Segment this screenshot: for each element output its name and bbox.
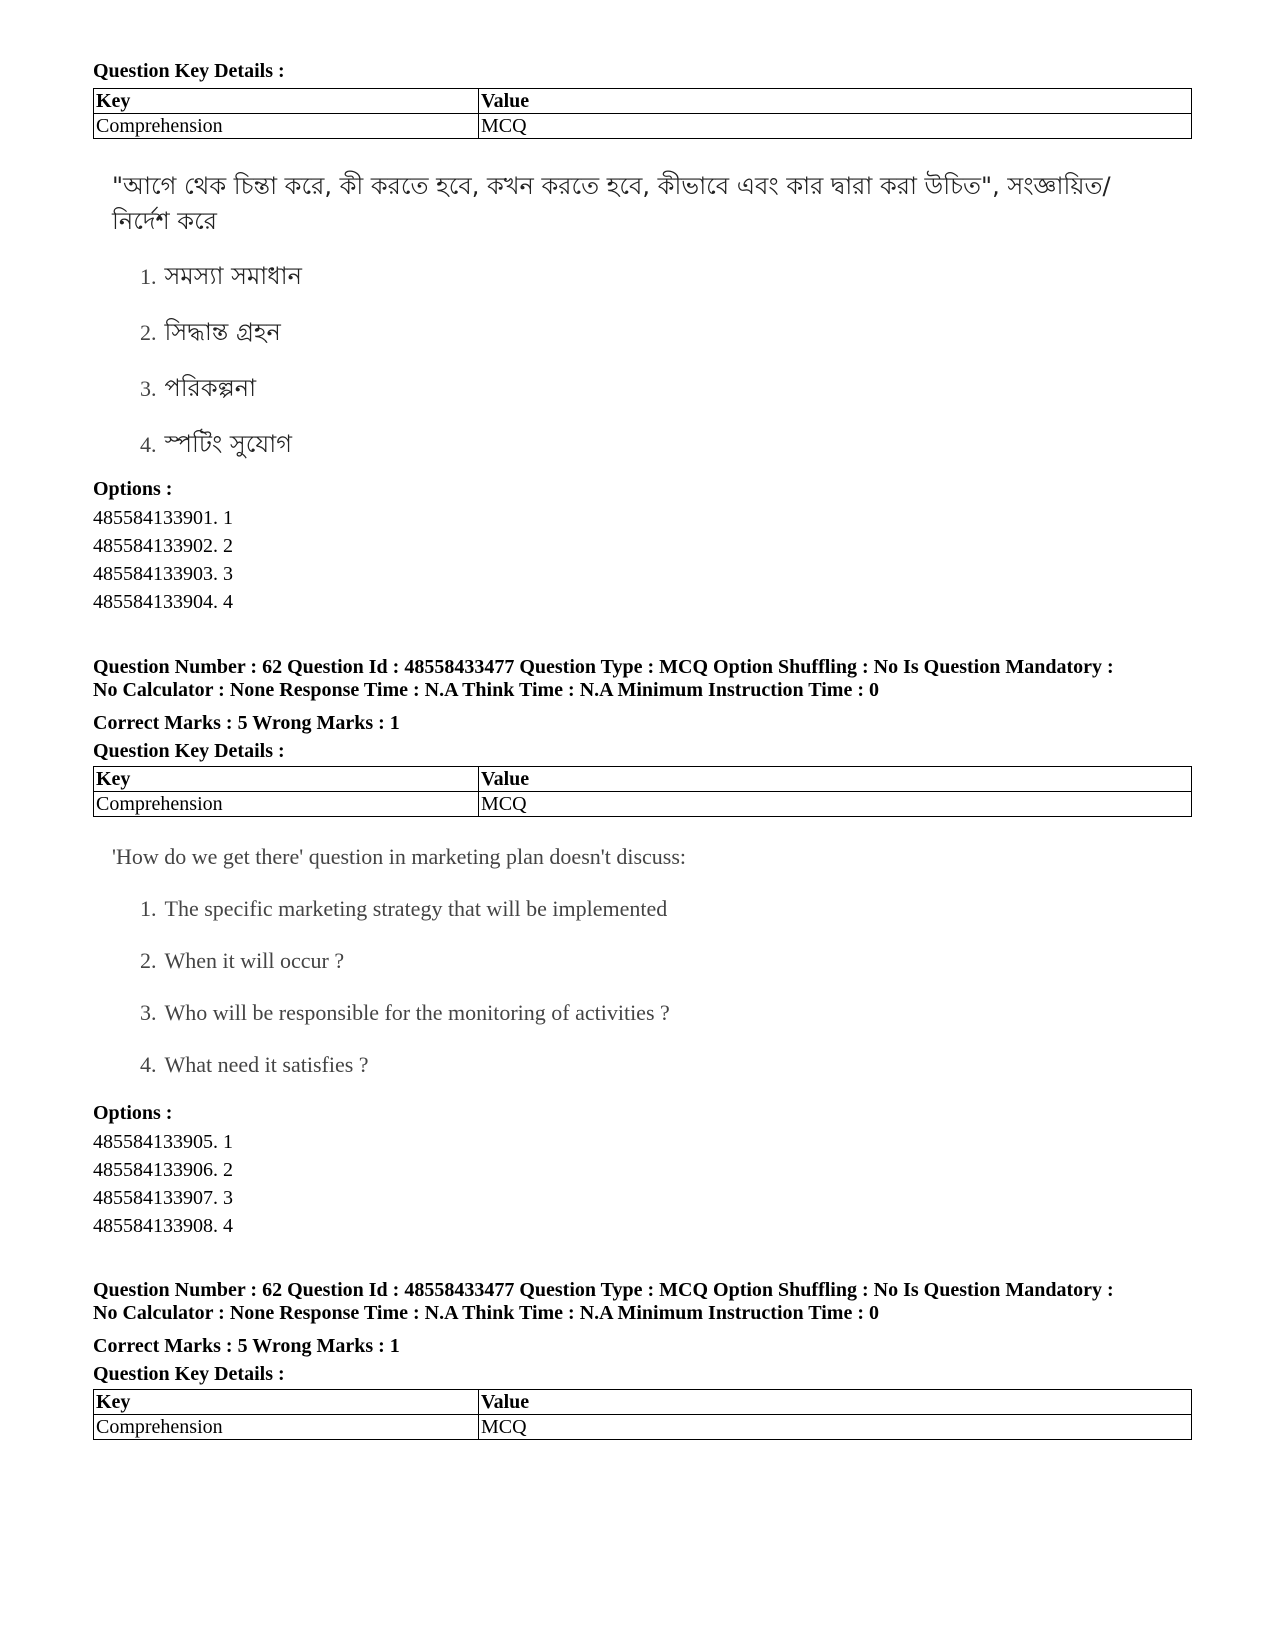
table-header-value: Value: [479, 89, 1192, 114]
choice-number: 1.: [140, 896, 157, 921]
choice-number: 2.: [140, 948, 157, 973]
choice-number: 2.: [140, 320, 157, 345]
table-header-key: Key: [94, 89, 479, 114]
choice-number: 1.: [140, 264, 157, 289]
choice-item: [140, 1000, 670, 1026]
table-header-key: Key: [94, 767, 479, 792]
key-details-label: Question Key Details :: [93, 60, 285, 82]
option-item: 485584133908. 4: [93, 1215, 233, 1237]
table-header-value: Value: [479, 767, 1192, 792]
choice-item: [140, 370, 256, 410]
marks-line: Correct Marks : 5 Wrong Marks : 1: [93, 712, 400, 734]
options-list: [93, 1128, 233, 1240]
table-cell-key: Comprehension: [94, 792, 479, 817]
choice-item: [140, 948, 344, 974]
choice-item: [140, 258, 302, 298]
question-text: 'How do we get there' question in marketing plan doesn't discuss:: [112, 844, 687, 869]
choice-item: [140, 314, 281, 354]
choice-number: 4.: [140, 1052, 157, 1077]
table-cell-value: MCQ: [479, 792, 1192, 817]
choice-text: When it will occur ?: [164, 948, 345, 973]
table-cell-key: Comprehension: [94, 114, 479, 139]
choice-text: সমস্যা সমাধান: [164, 262, 302, 290]
question-meta-line: Question Number : 62 Question Id : 48558433477 Question Type : MCQ Option Shuffling : No Is Question Mandatory :: [93, 1279, 1114, 1301]
question-meta: [93, 656, 1183, 702]
options-label: Options :: [93, 1102, 173, 1124]
option-item: 485584133907. 3: [93, 1187, 233, 1209]
choice-item: [140, 426, 292, 466]
key-details-label: Question Key Details :: [93, 740, 285, 762]
choice-text: The specific marketing strategy that will be implemented: [164, 896, 668, 921]
table-cell-value: MCQ: [479, 1415, 1192, 1440]
question-meta-line: No Calculator : None Response Time : N.A Think Time : N.A Minimum Instruction Time : 0: [93, 679, 879, 701]
key-value-table: [93, 766, 1192, 817]
choice-item: [140, 1052, 369, 1078]
choice-item: [140, 896, 667, 922]
choice-number: 3.: [140, 1000, 157, 1025]
choice-text: Who will be responsible for the monitoring of activities ?: [164, 1000, 670, 1025]
table-header-value: Value: [479, 1390, 1192, 1415]
question-text: "আগে থেক চিন্তা করে, কী করতে হবে, কখন করতে হবে, কীভাবে এবং কার দ্বারা করা উচিত", সংজ্ঞায়িত/: [112, 172, 1111, 200]
options-list: [93, 504, 233, 616]
option-item: 485584133902. 2: [93, 535, 233, 557]
option-item: 485584133904. 4: [93, 591, 233, 613]
table-header-key: Key: [94, 1390, 479, 1415]
option-item: 485584133903. 3: [93, 563, 233, 585]
key-value-table: [93, 88, 1192, 139]
option-item: 485584133901. 1: [93, 507, 233, 529]
key-value-table: [93, 1389, 1192, 1440]
choice-text: স্পটিং সুযোগ: [164, 430, 292, 458]
choice-text: পরিকল্পনা: [164, 374, 257, 402]
option-item: 485584133905. 1: [93, 1131, 233, 1153]
table-cell-value: MCQ: [479, 114, 1192, 139]
choice-number: 4.: [140, 432, 157, 457]
marks-line: Correct Marks : 5 Wrong Marks : 1: [93, 1335, 400, 1357]
choice-text: সিদ্ধান্ত গ্রহন: [164, 318, 281, 346]
question-meta: [93, 1279, 1183, 1325]
question-text-continued: নির্দেশ করে: [112, 207, 217, 235]
choice-text: What need it satisfies ?: [164, 1052, 369, 1077]
table-cell-key: Comprehension: [94, 1415, 479, 1440]
question-meta-line: Question Number : 62 Question Id : 48558433477 Question Type : MCQ Option Shuffling : No Is Question Mandatory :: [93, 656, 1114, 678]
key-details-label: Question Key Details :: [93, 1363, 285, 1385]
options-label: Options :: [93, 478, 173, 500]
choice-number: 3.: [140, 376, 157, 401]
option-item: 485584133906. 2: [93, 1159, 233, 1181]
question-meta-line: No Calculator : None Response Time : N.A Think Time : N.A Minimum Instruction Time : 0: [93, 1302, 879, 1324]
